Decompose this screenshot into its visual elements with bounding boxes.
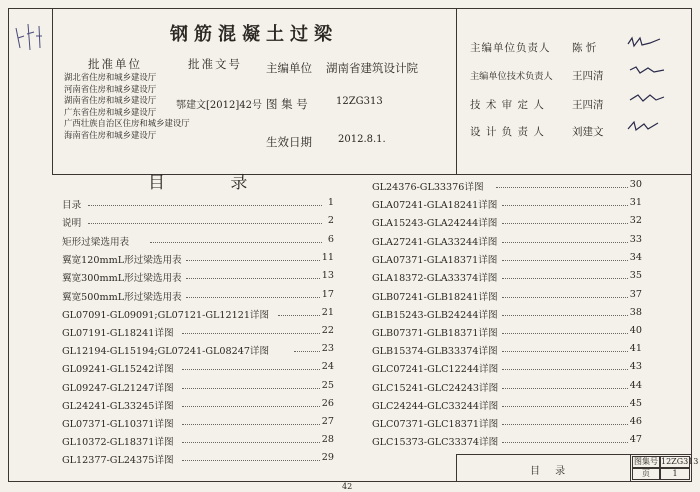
toc-entry[interactable] [372,380,642,396]
approval-unit: 广东省住房和城乡建设厅 [64,106,157,117]
toc-entry[interactable] [372,289,642,305]
toc-entry[interactable] [62,343,334,359]
toc-entry-page: 29 [321,452,334,463]
toc-entry-page: 40 [629,325,642,336]
toc-entry-page: 31 [629,197,642,208]
toc-entry-label: GLC07371-GLC18371详图 [372,419,499,430]
toc-entry[interactable] [62,325,334,341]
toc-entry-page: 44 [629,380,642,391]
toc-entry[interactable] [62,270,334,286]
toc-entry-page: 23 [321,343,334,354]
toc-entry[interactable] [372,215,642,231]
toc-entry-label: 翼宽300mmL形过梁选用表 [62,273,182,284]
signature-icon [628,92,668,104]
toc-entry[interactable] [62,434,334,450]
toc-entry[interactable] [62,289,334,305]
toc-entry[interactable] [372,434,642,450]
toc-title: 目 录 [148,173,278,193]
official-role: 主编单位负责人 [470,42,551,54]
toc-entry-page: 43 [629,361,642,372]
toc-entry-label: GL12377-GL24375详图 [62,455,174,466]
bottom-page-number: 42 [342,482,353,491]
toc-entry-label: GLC15241-GLC24243详图 [372,383,499,394]
toc-entry-label: 说明 [62,218,82,229]
toc-entry-page: 47 [629,434,642,445]
signature-icon [626,120,666,132]
toc-entry-page: 38 [629,307,642,318]
toc-entry[interactable] [372,361,642,377]
official-role: 技 术 审 定 人 [470,99,545,111]
official-name: 王四清 [572,70,604,82]
stamp-area [12,18,48,66]
toc-entry-label: 翼宽120mmL形过梁选用表 [62,255,182,266]
toc-entry-label: GLC15373-GLC33374详图 [372,437,499,448]
toc-entry-label: GLB07241-GLB18241详图 [372,292,498,303]
footer-page-no: 1 [660,468,690,480]
toc-entry-page: 32 [629,215,642,226]
toc-entry-page: 35 [629,270,642,281]
toc-entry-page: 33 [629,234,642,245]
toc-entry-label: GL24241-GL33245详图 [62,401,174,412]
toc-entry[interactable] [372,234,642,250]
toc-entry-page: 28 [321,434,334,445]
toc-entry[interactable] [372,252,642,268]
toc-entry[interactable] [62,361,334,377]
official-name: 陈 忻 [572,42,597,54]
atlas-no: 12ZG313 [336,96,383,107]
toc-entry-page: 41 [629,343,642,354]
toc-entry-page: 21 [321,307,334,318]
toc-entry-label: GLA07371-GLA18371详图 [372,255,498,266]
approval-doc-no: 鄂建文[2012]42号 [176,100,262,111]
toc-entry-page: 1 [327,197,334,208]
toc-entry-page: 26 [321,398,334,409]
toc-entry[interactable] [62,452,334,468]
toc-entry[interactable] [62,416,334,432]
toc-entry-label: 目录 [62,200,82,211]
toc-entry[interactable] [62,307,334,323]
toc-entry-page: 27 [321,416,334,427]
approval-unit: 湖南省住房和城乡建设厅 [64,95,157,106]
toc-entry-label: GLB15374-GLB33374详图 [372,346,498,357]
toc-entry-label: 翼宽500mmL形过梁选用表 [62,292,182,303]
toc-entry[interactable] [62,380,334,396]
toc-entry-label: GL10372-GL18371详图 [62,437,174,448]
toc-entry-label: GL07371-GL10371详图 [62,419,174,430]
toc-entry-label: GLA07241-GLA18241详图 [372,200,498,211]
toc-entry[interactable] [372,179,642,195]
toc-entry-page: 45 [629,398,642,409]
toc-entry[interactable] [372,398,642,414]
toc-entry[interactable] [372,325,642,341]
toc-entry-page: 22 [321,325,334,336]
official-name: 刘建文 [572,126,604,138]
toc-entry-label: GL24376-GL33376详图 [372,182,484,193]
toc-entry-label: GLA18372-GLA33374详图 [372,273,498,284]
toc-entry-label: GLC24244-GLC33244详图 [372,401,499,412]
approval-doc-label: 批准文号 [188,57,242,71]
official-role: 设 计 负 责 人 [470,126,545,138]
toc-entry-page: 13 [321,270,334,281]
toc-entry-page: 24 [321,361,334,372]
approval-unit: 湖北省住房和城乡建设厅 [64,72,157,82]
editor-unit-label: 主编单位 [266,61,312,75]
approval-unit: 海南省住房和城乡建设厅 [64,129,157,140]
toc-entry[interactable] [372,307,642,323]
effective-date-label: 生效日期 [266,135,312,149]
toc-entry-label: GLB15243-GLB24244详图 [372,310,498,321]
toc-entry-label: GLB07371-GLB18371详图 [372,328,498,339]
toc-entry-page: 2 [327,215,334,226]
toc-entry-label: GLA15243-GLA24244详图 [372,218,498,229]
footer-atlas-label: 图集号 [634,457,658,466]
toc-entry-label: GLA27241-GLA33244详图 [372,237,498,248]
toc-entry-label: GL09247-GL21247详图 [62,383,174,394]
toc-entry[interactable] [62,215,334,231]
toc-entry-page: 30 [629,179,642,190]
toc-entry-page: 34 [629,252,642,263]
toc-entry-page: 37 [629,289,642,300]
toc-entry-label: GLC07241-GLC12244详图 [372,364,499,375]
toc-entry[interactable] [62,252,334,268]
toc-entry-label: GL12194-GL15194;GL07241-GL08247详图 [62,346,270,357]
toc-entry-page: 11 [321,252,334,263]
toc-entry[interactable] [372,416,642,432]
approval-unit-label: 批准单位 [88,57,142,71]
footer-page-label: 页 [632,468,660,480]
toc-entry[interactable] [372,270,642,286]
effective-date: 2012.8.1. [338,134,386,145]
toc-entry-label: GL07191-GL18241详图 [62,328,174,339]
official-name: 王四清 [572,99,604,111]
toc-entry[interactable] [372,343,642,359]
footer-sheet-title: 目 录 [530,466,572,477]
toc-entry-label: GL09241-GL15242详图 [62,364,174,375]
toc-entry[interactable] [62,234,334,250]
toc-entry-page: 6 [327,234,334,245]
approval-units-list [64,72,190,142]
toc-entry-label: GL07091-GL09091;GL07121-GL12121详图 [62,310,270,321]
toc-entry-page: 25 [321,380,334,391]
atlas-no-label: 图 集 号 [266,97,308,111]
approval-unit: 河南省住房和城乡建设厅 [64,83,157,94]
toc-entry[interactable] [62,197,334,213]
official-role: 主编单位技术负责人 [470,71,553,82]
toc-entry[interactable] [62,398,334,414]
page-title: 钢筋混凝土过梁 [170,24,338,45]
toc-entry-page: 46 [629,416,642,427]
toc-entry[interactable] [372,197,642,213]
signature-icon [626,36,666,48]
signature-icon [628,64,668,76]
editor-unit: 湖南省建筑设计院 [326,61,418,75]
toc-entry-page: 17 [321,289,334,300]
toc-entry-label: 矩形过梁选用表 [62,237,130,248]
footer-atlas-no: 12ZG313 [661,457,699,466]
approval-unit: 广西壮族自治区住房和城乡建设厅 [64,118,190,129]
stamp-scribble-icon [12,18,48,66]
